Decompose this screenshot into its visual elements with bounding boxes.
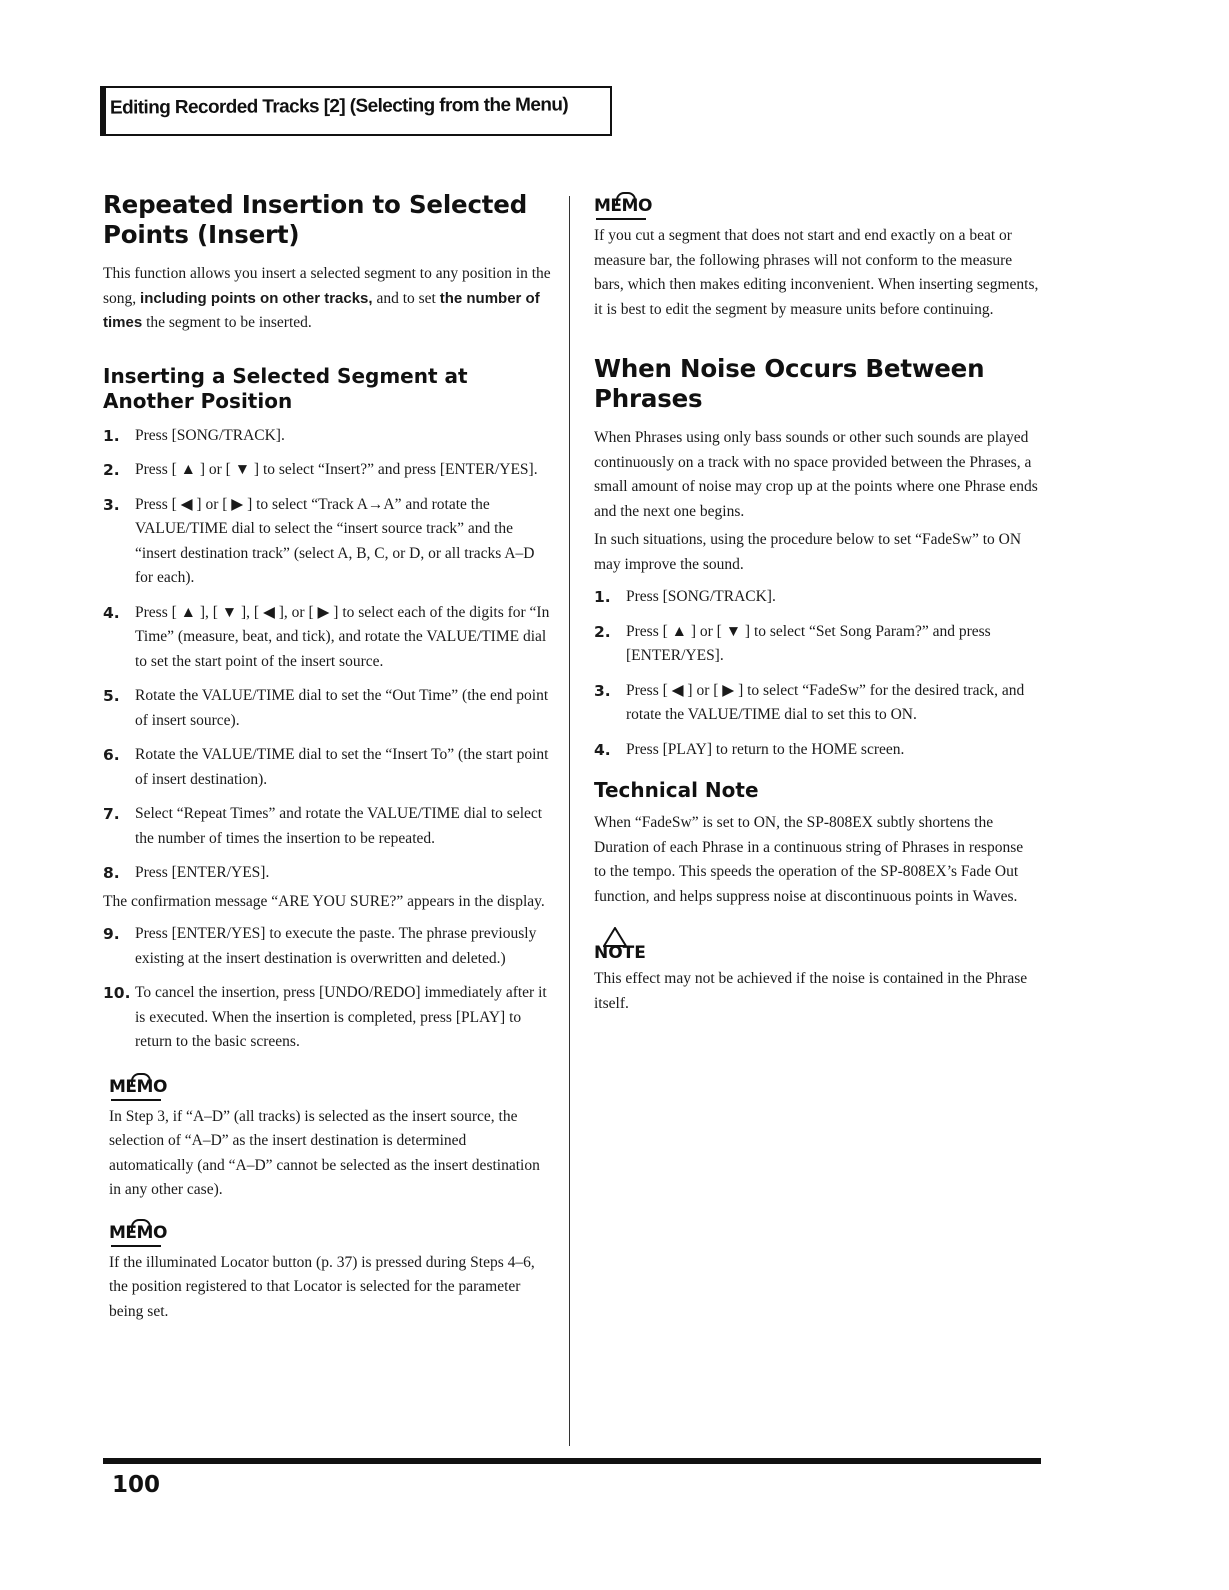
step-item [103, 981, 553, 1055]
technical-note-title: Technical Note [594, 778, 759, 802]
section-title-line1: Repeated Insertion to Selected [103, 190, 528, 219]
noise-paragraph-2: In such situations, using the procedure below to set “FadeSw” to ON may improve the sound. [594, 531, 1022, 573]
step-number: 9. [103, 925, 120, 943]
step-item [103, 802, 553, 851]
step-text: Rotate the VALUE/TIME dial to set the “Insert To” (the start point of insert destination). [135, 746, 549, 788]
intro-text-2: and to set [372, 289, 440, 307]
note-text: This effect may not be achieved if the noise is contained in the Phrase itself. [594, 970, 1028, 1012]
note-block [594, 937, 1039, 1016]
step-text: Press [ENTER/YES] to execute the paste. The phrase previously existing at the insert destination is overwritten and deleted.) [135, 925, 537, 967]
step-text: Press [ ◀ ] or [ ▶ ] to select “FadeSw” for the desired track, and rotate the VALUE/TIME dial to set this to ON. [626, 681, 1025, 723]
subsection-title-line1: Inserting a Selected Segment at [103, 363, 468, 388]
step-text: Press [ ▲ ] or [ ▼ ] to select “Insert?” and press [ENTER/YES]. [135, 461, 538, 478]
step-number: 2. [594, 622, 611, 641]
memo-icon: MEMO [594, 196, 652, 222]
step-number: 3. [594, 681, 611, 700]
confirm-message-text: The confirmation message “ARE YOU SURE?” appears in the display. [103, 892, 545, 910]
memo-text: In Step 3, if “A–D” (all tracks) is selected as the insert source, the selection of “A–D” as the insert destination is determined automatically (and “A–D” cannot be selected as the insert destination in any other case). [109, 1107, 540, 1198]
memo-block-1 [103, 1077, 553, 1203]
fadesw-steps-list [594, 585, 1039, 762]
step-number: 3. [103, 495, 120, 514]
step-text: Rotate the VALUE/TIME dial to set the “Out Time” (the end point of insert source). [135, 687, 549, 729]
intro-text-3: the segment to be inserted. [142, 314, 312, 331]
step-item [594, 620, 1039, 669]
subsection-title-line2: Another Position [103, 388, 293, 413]
intro-bold-1: including points on other tracks, [140, 289, 373, 307]
step-item [103, 922, 553, 971]
step-item [103, 601, 553, 675]
step-text: Select “Repeat Times” and rotate the VALUE/TIME dial to select the number of times the insertion to be repeated. [135, 805, 543, 847]
step-text: Press [ ▲ ] or [ ▼ ] to select “Set Song Param?” and press [ENTER/YES]. [626, 622, 991, 664]
step-text: Press [ ▲ ], [ ▼ ], [ ◀ ], or [ ▶ ] to select each of the digits for “In Time” (measure, beat, and tick), and rotate the VALUE/TIME dial to set the start point of the insert source. [135, 603, 550, 670]
section-title-line2: Points (Insert) [103, 220, 300, 249]
step-number: 2. [103, 461, 120, 479]
step-item [594, 738, 1039, 763]
step-number: 6. [103, 746, 120, 764]
step-item [103, 424, 553, 449]
section-title [594, 354, 1039, 414]
step-item [103, 861, 553, 886]
memo-icon: MEMO [109, 1223, 167, 1249]
step-text: Press [ENTER/YES]. [135, 864, 270, 881]
page-number: 100 [112, 1472, 161, 1498]
step-number: 8. [103, 864, 120, 882]
intro-bold-2: the number of times [103, 289, 540, 331]
step-number: 10. [103, 984, 131, 1002]
step-text: Press [SONG/TRACK]. [135, 426, 285, 444]
step-text: Press [SONG/TRACK]. [626, 588, 776, 605]
footer-rule [103, 1458, 1041, 1464]
right-column [594, 196, 1039, 1016]
step-number: 4. [594, 740, 611, 759]
memo-text: If you cut a segment that does not start and end exactly on a beat or measure bar, the following phrases will not conform to the measure bars, which then makes editing inconvenient. When inserting segments, it is best to edit the segment by measure units before continuing. [594, 227, 1039, 318]
left-column [103, 190, 553, 1324]
step-item [103, 458, 553, 483]
subsection-title [103, 364, 553, 414]
step-text: To cancel the insertion, press [UNDO/REDO] immediately after it is executed. When the insertion is completed, press [PLAY] to return to the basic screens. [135, 984, 547, 1050]
step-item [103, 684, 553, 733]
step-item [594, 679, 1039, 728]
technical-note-text: When “FadeSw” is set to ON, the SP-808EX subtly shortens the Duration of each Phrase in a continuous string of Phrases in response to the tempo. This speeds the operation of the SP-808EX’s Fade Out function, and helps suppress noise at discontinuous points in Waves. [594, 814, 1024, 905]
memo-block [594, 196, 1039, 322]
column-divider [569, 196, 570, 1446]
note-icon [594, 937, 646, 967]
memo-icon: MEMO [109, 1077, 167, 1103]
step-number: 4. [103, 603, 120, 622]
insert-steps-list [103, 424, 553, 886]
step-item [103, 743, 553, 792]
intro-text-1: This function allows you insert a selected segment to any position in the song, [103, 265, 551, 307]
section-title-line2: Phrases [594, 384, 703, 413]
page-header-title: Editing Recorded Tracks [2] (Selecting from the Menu) [109, 94, 569, 119]
insert-steps-list-continued [103, 922, 553, 1055]
section-title-line1: When Noise Occurs Between [594, 354, 985, 383]
step-item [103, 493, 553, 591]
section-title [103, 190, 553, 250]
step-item [594, 585, 1039, 610]
step-text: Press [ ◀ ] or [ ▶ ] to select “Track A→A” and rotate the VALUE/TIME dial to select the “insert source track” and the “insert destination track” (select A, B, C, or D, or all tracks A–D for each). [135, 495, 535, 586]
step-number: 7. [103, 805, 120, 823]
memo-text: If the illuminated Locator button (p. 37) is pressed during Steps 4–6, the position registered to that Locator is selected for the parameter being set. [109, 1253, 535, 1320]
noise-paragraph-1: When Phrases using only bass sounds or other such sounds are played continuously on a track with no space provided between the Phrases, a small amount of noise may crop up at the points where one Phrase ends and the next one begins. [594, 429, 1038, 520]
step-number: 1. [103, 426, 120, 445]
step-text: Press [PLAY] to return to the HOME screen. [626, 740, 905, 758]
step-number: 5. [103, 687, 120, 705]
memo-block-2 [103, 1223, 553, 1325]
step-number: 1. [594, 588, 611, 606]
intro-paragraph [103, 262, 553, 336]
warning-triangle-icon [603, 927, 627, 947]
note-label: NOTE [594, 943, 646, 963]
